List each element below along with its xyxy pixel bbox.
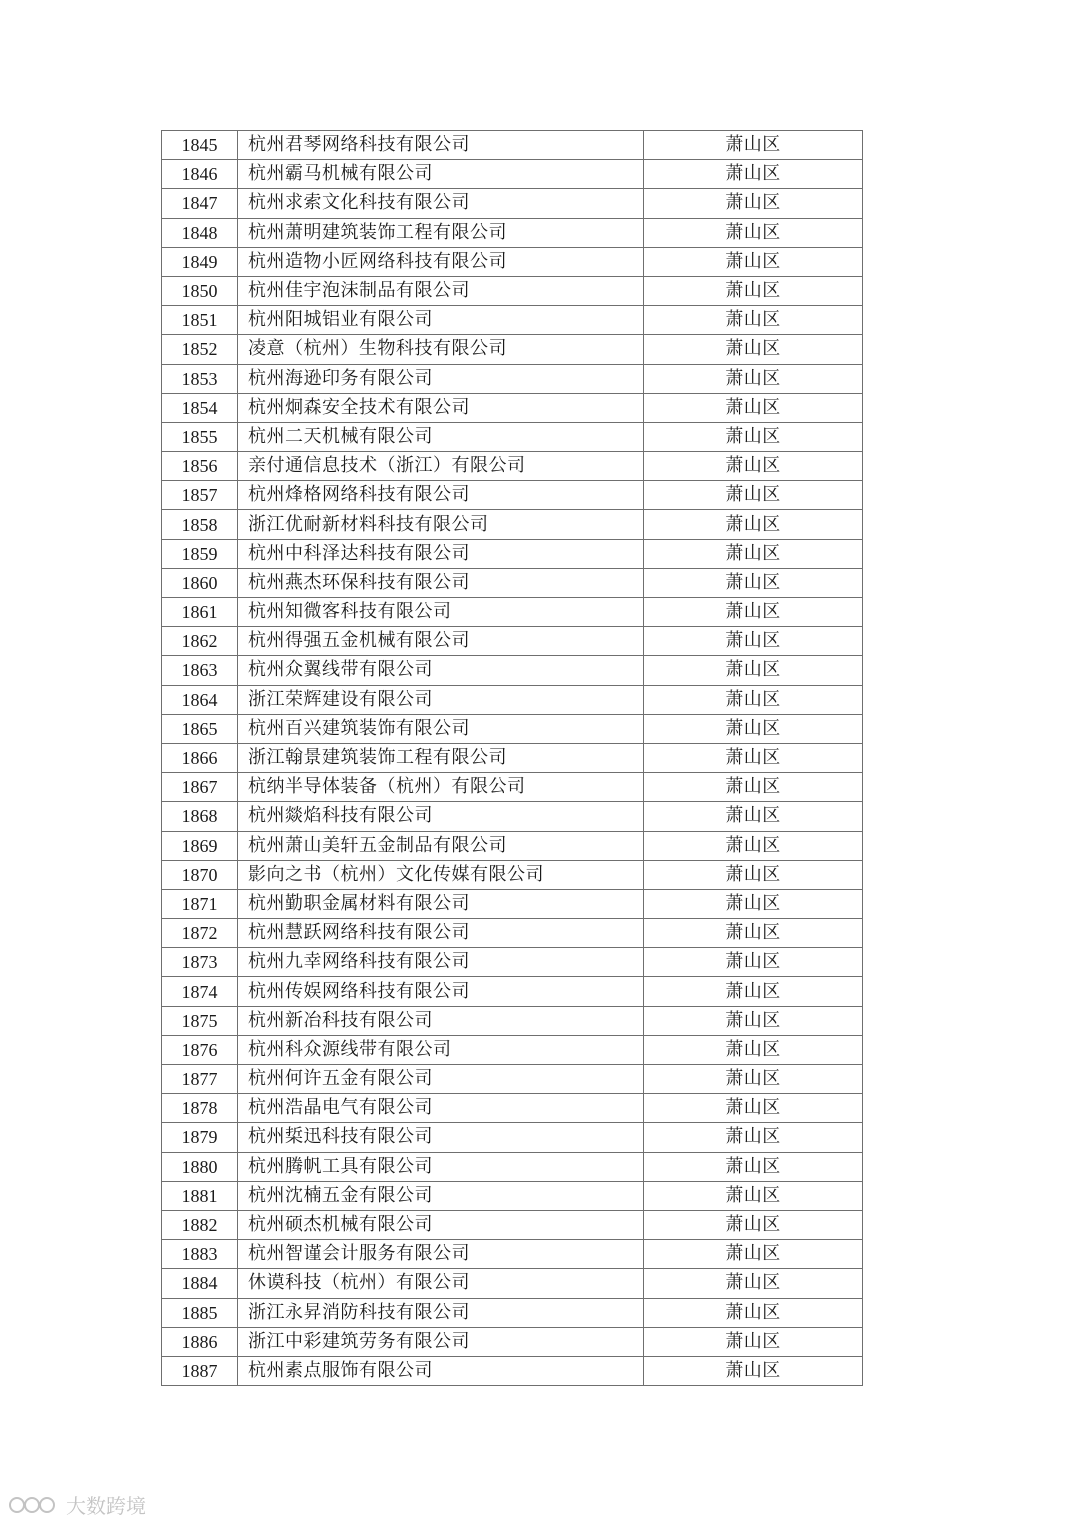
table-row bbox=[162, 1240, 863, 1269]
watermark-logo-icon bbox=[8, 1494, 60, 1516]
company-name: 杭州众翼线带有限公司 bbox=[238, 656, 644, 685]
table-row bbox=[162, 539, 863, 568]
district: 萧山区 bbox=[644, 247, 863, 276]
company-name: 杭州萧明建筑装饰工程有限公司 bbox=[238, 218, 644, 247]
row-number: 1858 bbox=[162, 510, 238, 539]
row-number: 1869 bbox=[162, 831, 238, 860]
table-row bbox=[162, 131, 863, 160]
table-row bbox=[162, 656, 863, 685]
row-number: 1874 bbox=[162, 977, 238, 1006]
company-name: 浙江翰景建筑装饰工程有限公司 bbox=[238, 743, 644, 772]
district: 萧山区 bbox=[644, 1269, 863, 1298]
company-list-table bbox=[161, 130, 863, 1386]
table-row bbox=[162, 306, 863, 335]
row-number: 1884 bbox=[162, 1269, 238, 1298]
table-row bbox=[162, 1298, 863, 1327]
row-number: 1854 bbox=[162, 393, 238, 422]
company-name: 影向之书（杭州）文化传媒有限公司 bbox=[238, 860, 644, 889]
company-name: 杭州造物小匠网络科技有限公司 bbox=[238, 247, 644, 276]
company-name: 杭州中科泽达科技有限公司 bbox=[238, 539, 644, 568]
company-name: 休谟科技（杭州）有限公司 bbox=[238, 1269, 644, 1298]
district: 萧山区 bbox=[644, 481, 863, 510]
row-number: 1864 bbox=[162, 685, 238, 714]
row-number: 1887 bbox=[162, 1356, 238, 1385]
table-row bbox=[162, 1181, 863, 1210]
district: 萧山区 bbox=[644, 656, 863, 685]
table-row bbox=[162, 1356, 863, 1385]
company-name: 杭州素点服饰有限公司 bbox=[238, 1356, 644, 1385]
table-row bbox=[162, 452, 863, 481]
table-row bbox=[162, 1065, 863, 1094]
table-row bbox=[162, 1094, 863, 1123]
table-row bbox=[162, 714, 863, 743]
table-row bbox=[162, 831, 863, 860]
company-name: 杭州浩晶电气有限公司 bbox=[238, 1094, 644, 1123]
row-number: 1875 bbox=[162, 1006, 238, 1035]
row-number: 1856 bbox=[162, 452, 238, 481]
table-row bbox=[162, 568, 863, 597]
table-row bbox=[162, 627, 863, 656]
district: 萧山区 bbox=[644, 568, 863, 597]
row-number: 1870 bbox=[162, 860, 238, 889]
row-number: 1853 bbox=[162, 364, 238, 393]
district: 萧山区 bbox=[644, 160, 863, 189]
table-row bbox=[162, 218, 863, 247]
district: 萧山区 bbox=[644, 977, 863, 1006]
district: 萧山区 bbox=[644, 276, 863, 305]
row-number: 1861 bbox=[162, 598, 238, 627]
row-number: 1848 bbox=[162, 218, 238, 247]
row-number: 1881 bbox=[162, 1181, 238, 1210]
company-name: 凌意（杭州）生物科技有限公司 bbox=[238, 335, 644, 364]
row-number: 1868 bbox=[162, 802, 238, 831]
table-row bbox=[162, 773, 863, 802]
row-number: 1851 bbox=[162, 306, 238, 335]
district: 萧山区 bbox=[644, 335, 863, 364]
district: 萧山区 bbox=[644, 919, 863, 948]
row-number: 1882 bbox=[162, 1210, 238, 1239]
table-row bbox=[162, 1006, 863, 1035]
row-number: 1879 bbox=[162, 1123, 238, 1152]
district: 萧山区 bbox=[644, 714, 863, 743]
row-number: 1859 bbox=[162, 539, 238, 568]
district: 萧山区 bbox=[644, 1210, 863, 1239]
table-row bbox=[162, 1327, 863, 1356]
table-row bbox=[162, 685, 863, 714]
district: 萧山区 bbox=[644, 364, 863, 393]
row-number: 1852 bbox=[162, 335, 238, 364]
company-name: 杭州梊迅科技有限公司 bbox=[238, 1123, 644, 1152]
table-row bbox=[162, 948, 863, 977]
district: 萧山区 bbox=[644, 1006, 863, 1035]
company-name: 杭州何许五金有限公司 bbox=[238, 1065, 644, 1094]
district: 萧山区 bbox=[644, 306, 863, 335]
district: 萧山区 bbox=[644, 1152, 863, 1181]
company-name: 杭州硕杰机械有限公司 bbox=[238, 1210, 644, 1239]
company-name: 杭州新冶科技有限公司 bbox=[238, 1006, 644, 1035]
company-name: 杭州沈楠五金有限公司 bbox=[238, 1181, 644, 1210]
company-name: 杭州燕杰环保科技有限公司 bbox=[238, 568, 644, 597]
company-name: 杭州科众源线带有限公司 bbox=[238, 1035, 644, 1064]
table-row bbox=[162, 1269, 863, 1298]
row-number: 1886 bbox=[162, 1327, 238, 1356]
company-name: 杭州烽格网络科技有限公司 bbox=[238, 481, 644, 510]
table-row bbox=[162, 335, 863, 364]
row-number: 1877 bbox=[162, 1065, 238, 1094]
district: 萧山区 bbox=[644, 452, 863, 481]
district: 萧山区 bbox=[644, 1181, 863, 1210]
row-number: 1880 bbox=[162, 1152, 238, 1181]
district: 萧山区 bbox=[644, 1035, 863, 1064]
company-name: 杭州得强五金机械有限公司 bbox=[238, 627, 644, 656]
district: 萧山区 bbox=[644, 948, 863, 977]
district: 萧山区 bbox=[644, 1123, 863, 1152]
row-number: 1867 bbox=[162, 773, 238, 802]
company-name: 杭州二天机械有限公司 bbox=[238, 422, 644, 451]
row-number: 1850 bbox=[162, 276, 238, 305]
company-name: 杭州传娱网络科技有限公司 bbox=[238, 977, 644, 1006]
company-name: 杭州百兴建筑装饰有限公司 bbox=[238, 714, 644, 743]
district: 萧山区 bbox=[644, 773, 863, 802]
district: 萧山区 bbox=[644, 510, 863, 539]
table-row bbox=[162, 1035, 863, 1064]
row-number: 1866 bbox=[162, 743, 238, 772]
company-name: 杭州腾帆工具有限公司 bbox=[238, 1152, 644, 1181]
row-number: 1871 bbox=[162, 889, 238, 918]
row-number: 1883 bbox=[162, 1240, 238, 1269]
row-number: 1847 bbox=[162, 189, 238, 218]
company-name: 杭州知微客科技有限公司 bbox=[238, 598, 644, 627]
district: 萧山区 bbox=[644, 422, 863, 451]
table-row bbox=[162, 247, 863, 276]
table-row bbox=[162, 860, 863, 889]
table-row bbox=[162, 598, 863, 627]
company-name: 浙江荣辉建设有限公司 bbox=[238, 685, 644, 714]
row-number: 1873 bbox=[162, 948, 238, 977]
table-row bbox=[162, 393, 863, 422]
district: 萧山区 bbox=[644, 627, 863, 656]
company-name: 杭州求索文化科技有限公司 bbox=[238, 189, 644, 218]
row-number: 1849 bbox=[162, 247, 238, 276]
row-number: 1872 bbox=[162, 919, 238, 948]
table-row bbox=[162, 919, 863, 948]
company-name: 杭州炯森安全技术有限公司 bbox=[238, 393, 644, 422]
company-name: 浙江中彩建筑劳务有限公司 bbox=[238, 1327, 644, 1356]
district: 萧山区 bbox=[644, 218, 863, 247]
row-number: 1857 bbox=[162, 481, 238, 510]
district: 萧山区 bbox=[644, 189, 863, 218]
company-name: 杭州君琴网络科技有限公司 bbox=[238, 131, 644, 160]
table-row bbox=[162, 276, 863, 305]
table-row bbox=[162, 510, 863, 539]
table-row bbox=[162, 977, 863, 1006]
row-number: 1862 bbox=[162, 627, 238, 656]
row-number: 1885 bbox=[162, 1298, 238, 1327]
district: 萧山区 bbox=[644, 743, 863, 772]
company-name: 杭州阳城铝业有限公司 bbox=[238, 306, 644, 335]
district: 萧山区 bbox=[644, 1298, 863, 1327]
table-row bbox=[162, 364, 863, 393]
company-name: 杭州霸马机械有限公司 bbox=[238, 160, 644, 189]
company-name: 杭州海逊印务有限公司 bbox=[238, 364, 644, 393]
row-number: 1846 bbox=[162, 160, 238, 189]
district: 萧山区 bbox=[644, 131, 863, 160]
table-row bbox=[162, 1152, 863, 1181]
district: 萧山区 bbox=[644, 1065, 863, 1094]
district: 萧山区 bbox=[644, 860, 863, 889]
row-number: 1876 bbox=[162, 1035, 238, 1064]
company-name: 浙江永昇消防科技有限公司 bbox=[238, 1298, 644, 1327]
company-name: 亲付通信息技术（浙江）有限公司 bbox=[238, 452, 644, 481]
table-body bbox=[162, 131, 863, 1386]
district: 萧山区 bbox=[644, 393, 863, 422]
company-name: 杭州九幸网络科技有限公司 bbox=[238, 948, 644, 977]
table-row bbox=[162, 481, 863, 510]
company-name: 杭州慧跃网络科技有限公司 bbox=[238, 919, 644, 948]
district: 萧山区 bbox=[644, 598, 863, 627]
district: 萧山区 bbox=[644, 1094, 863, 1123]
row-number: 1878 bbox=[162, 1094, 238, 1123]
watermark-text: 大数跨境 bbox=[66, 1494, 146, 1518]
row-number: 1845 bbox=[162, 131, 238, 160]
district: 萧山区 bbox=[644, 539, 863, 568]
table-row bbox=[162, 160, 863, 189]
table-row bbox=[162, 189, 863, 218]
row-number: 1860 bbox=[162, 568, 238, 597]
row-number: 1855 bbox=[162, 422, 238, 451]
district: 萧山区 bbox=[644, 1356, 863, 1385]
table-row bbox=[162, 889, 863, 918]
table-row bbox=[162, 743, 863, 772]
table-row bbox=[162, 802, 863, 831]
row-number: 1865 bbox=[162, 714, 238, 743]
table-row bbox=[162, 422, 863, 451]
watermark bbox=[8, 1490, 146, 1519]
district: 萧山区 bbox=[644, 685, 863, 714]
district: 萧山区 bbox=[644, 802, 863, 831]
district: 萧山区 bbox=[644, 1327, 863, 1356]
company-name: 杭州燚焰科技有限公司 bbox=[238, 802, 644, 831]
company-name: 浙江优耐新材料科技有限公司 bbox=[238, 510, 644, 539]
district: 萧山区 bbox=[644, 889, 863, 918]
company-name: 杭州智谨会计服务有限公司 bbox=[238, 1240, 644, 1269]
company-name: 杭州佳宇泡沫制品有限公司 bbox=[238, 276, 644, 305]
table-row bbox=[162, 1123, 863, 1152]
company-name: 杭州勤职金属材料有限公司 bbox=[238, 889, 644, 918]
district: 萧山区 bbox=[644, 831, 863, 860]
row-number: 1863 bbox=[162, 656, 238, 685]
company-name: 杭州萧山美轩五金制品有限公司 bbox=[238, 831, 644, 860]
table-row bbox=[162, 1210, 863, 1239]
company-name: 杭纳半导体装备（杭州）有限公司 bbox=[238, 773, 644, 802]
district: 萧山区 bbox=[644, 1240, 863, 1269]
